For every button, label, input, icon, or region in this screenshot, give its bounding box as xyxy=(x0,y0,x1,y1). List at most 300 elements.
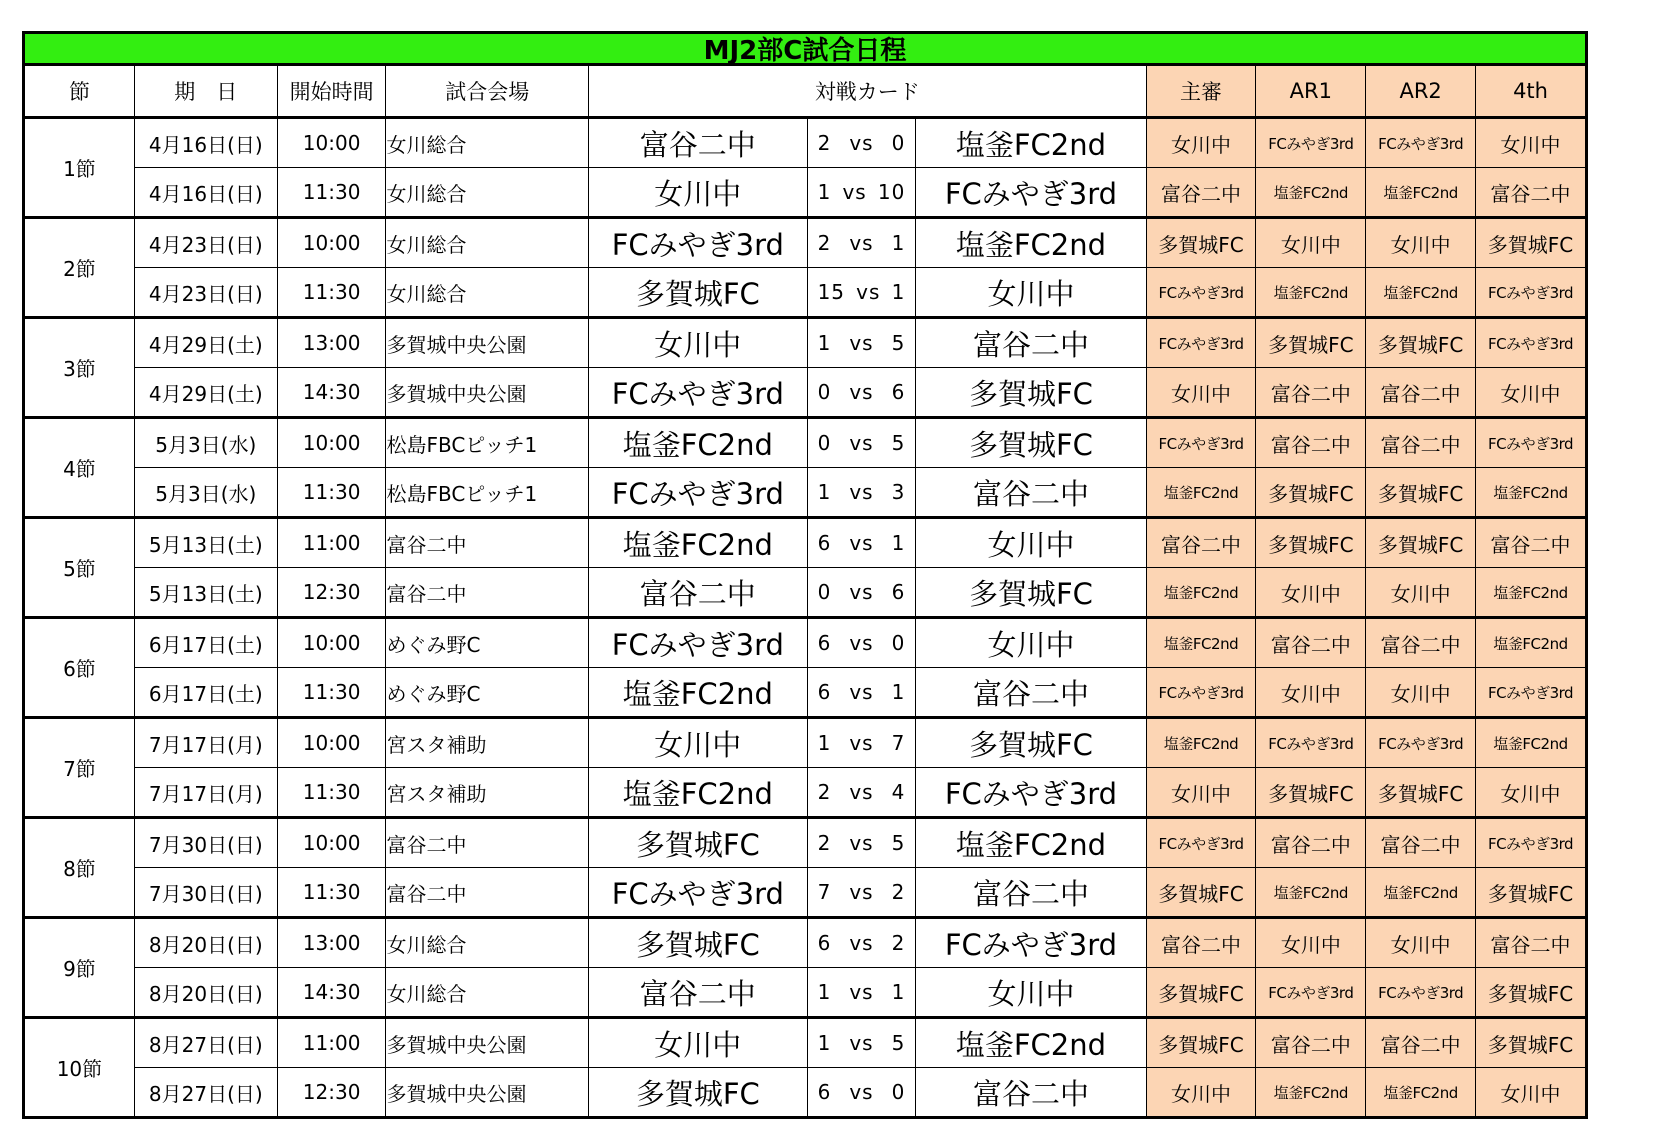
ar1-cell: 多賀城FC xyxy=(1256,468,1366,518)
ar1-cell: 女川中 xyxy=(1256,918,1366,968)
match-row xyxy=(24,1068,1587,1118)
header-venue: 試合会場 xyxy=(386,66,589,118)
away-score: 7 xyxy=(891,731,906,755)
score-line xyxy=(808,580,916,604)
home-team: 塩釜FC2nd xyxy=(589,768,808,818)
fourth-official-cell: 富谷二中 xyxy=(1476,918,1587,968)
header-ar2: AR2 xyxy=(1366,66,1476,118)
ar2-cell: 塩釜FC2nd xyxy=(1366,268,1476,318)
referee-cell: 塩釜FC2nd xyxy=(1146,718,1256,768)
away-score: 1 xyxy=(891,531,906,555)
ar2-cell: 富谷二中 xyxy=(1366,418,1476,468)
match-venue: 松島FBCピッチ1 xyxy=(386,468,589,518)
score-line xyxy=(808,731,916,755)
match-date: 7月17日(月) xyxy=(134,718,277,768)
ar2-cell: 多賀城FC xyxy=(1366,318,1476,368)
match-date: 8月27日(日) xyxy=(134,1018,277,1068)
match-venue: めぐみ野C xyxy=(386,618,589,668)
home-score: 1 xyxy=(817,731,832,755)
score-line xyxy=(808,780,916,804)
home-score: 6 xyxy=(817,931,832,955)
ar2-cell: 女川中 xyxy=(1366,668,1476,718)
ar2-cell: 富谷二中 xyxy=(1366,1018,1476,1068)
match-score xyxy=(807,718,916,768)
ar1-cell: 女川中 xyxy=(1256,668,1366,718)
score-line xyxy=(808,1080,916,1104)
home-team: 多賀城FC xyxy=(589,818,808,868)
match-venue: 多賀城中央公園 xyxy=(386,318,589,368)
score-line xyxy=(808,480,916,504)
match-time: 11:00 xyxy=(277,1018,386,1068)
match-row xyxy=(24,718,1587,768)
vs-label: vs xyxy=(849,331,874,355)
header-section: 節 xyxy=(24,66,135,118)
ar1-cell: 塩釜FC2nd xyxy=(1256,868,1366,918)
vs-label: vs xyxy=(849,1031,874,1055)
match-score xyxy=(807,818,916,868)
match-time: 11:30 xyxy=(277,168,386,218)
header-row xyxy=(24,66,1587,118)
ar1-cell: 塩釜FC2nd xyxy=(1256,268,1366,318)
header-date: 期 日 xyxy=(134,66,277,118)
home-team: 女川中 xyxy=(589,318,808,368)
away-score: 4 xyxy=(891,780,906,804)
match-venue: 多賀城中央公園 xyxy=(386,1068,589,1118)
match-time: 11:30 xyxy=(277,468,386,518)
away-team: 女川中 xyxy=(916,618,1146,668)
vs-label: vs xyxy=(842,180,867,204)
home-score: 0 xyxy=(817,380,832,404)
away-team: 富谷二中 xyxy=(916,868,1146,918)
home-score: 6 xyxy=(817,531,832,555)
ar2-cell: 塩釜FC2nd xyxy=(1366,868,1476,918)
ar2-cell: 富谷二中 xyxy=(1366,618,1476,668)
match-score xyxy=(807,918,916,968)
fourth-official-cell: FCみやぎ3rd xyxy=(1476,268,1587,318)
vs-label: vs xyxy=(849,580,874,604)
vs-label: vs xyxy=(849,431,874,455)
home-score: 0 xyxy=(817,580,832,604)
home-team: 女川中 xyxy=(589,1018,808,1068)
match-row xyxy=(24,168,1587,218)
fourth-official-cell: 塩釜FC2nd xyxy=(1476,568,1587,618)
round-label: 8節 xyxy=(24,818,135,918)
referee-cell: 塩釜FC2nd xyxy=(1146,618,1256,668)
match-venue: 女川総合 xyxy=(386,218,589,268)
schedule-sheet xyxy=(22,31,1588,1119)
match-time: 12:30 xyxy=(277,568,386,618)
away-score: 10 xyxy=(877,180,906,204)
schedule-title: MJ2部C試合日程 xyxy=(22,31,1588,65)
ar2-cell: 富谷二中 xyxy=(1366,368,1476,418)
home-score: 1 xyxy=(817,480,832,504)
away-team: 富谷二中 xyxy=(916,468,1146,518)
away-score: 5 xyxy=(891,331,906,355)
ar1-cell: 富谷二中 xyxy=(1256,1018,1366,1068)
match-time: 12:30 xyxy=(277,1068,386,1118)
match-date: 4月29日(土) xyxy=(134,318,277,368)
home-team: 富谷二中 xyxy=(589,118,808,168)
score-line xyxy=(808,631,916,655)
vs-label: vs xyxy=(849,380,874,404)
match-row xyxy=(24,818,1587,868)
referee-cell: 富谷二中 xyxy=(1146,918,1256,968)
vs-label: vs xyxy=(856,280,881,304)
header-matchup: 対戦カード xyxy=(589,66,1147,118)
home-score: 15 xyxy=(817,280,846,304)
round-label: 9節 xyxy=(24,918,135,1018)
match-score xyxy=(807,1068,916,1118)
away-score: 0 xyxy=(891,131,906,155)
home-score: 0 xyxy=(817,431,832,455)
referee-cell: 女川中 xyxy=(1146,118,1256,168)
away-score: 1 xyxy=(891,980,906,1004)
referee-cell: 富谷二中 xyxy=(1146,518,1256,568)
ar2-cell: FCみやぎ3rd xyxy=(1366,118,1476,168)
home-score: 2 xyxy=(817,831,832,855)
home-score: 6 xyxy=(817,680,832,704)
score-line xyxy=(808,880,916,904)
ar1-cell: 多賀城FC xyxy=(1256,518,1366,568)
referee-cell: 女川中 xyxy=(1146,1068,1256,1118)
ar1-cell: 塩釜FC2nd xyxy=(1256,168,1366,218)
vs-label: vs xyxy=(849,480,874,504)
ar2-cell: FCみやぎ3rd xyxy=(1366,968,1476,1018)
home-team: 多賀城FC xyxy=(589,1068,808,1118)
match-date: 5月13日(土) xyxy=(134,518,277,568)
score-line xyxy=(808,131,916,155)
round-label: 10節 xyxy=(24,1018,135,1118)
vs-label: vs xyxy=(849,680,874,704)
match-venue: 松島FBCピッチ1 xyxy=(386,418,589,468)
away-score: 0 xyxy=(891,1080,906,1104)
match-date: 5月3日(水) xyxy=(134,468,277,518)
match-row xyxy=(24,318,1587,368)
referee-cell: 塩釜FC2nd xyxy=(1146,568,1256,618)
away-team: 富谷二中 xyxy=(916,318,1146,368)
round-label: 5節 xyxy=(24,518,135,618)
ar1-cell: 多賀城FC xyxy=(1256,768,1366,818)
ar1-cell: 女川中 xyxy=(1256,218,1366,268)
match-row xyxy=(24,568,1587,618)
fourth-official-cell: 塩釜FC2nd xyxy=(1476,718,1587,768)
referee-cell: 塩釜FC2nd xyxy=(1146,468,1256,518)
home-team: 多賀城FC xyxy=(589,268,808,318)
match-date: 5月13日(土) xyxy=(134,568,277,618)
away-team: 塩釜FC2nd xyxy=(916,818,1146,868)
away-score: 2 xyxy=(891,931,906,955)
home-team: FCみやぎ3rd xyxy=(589,218,808,268)
match-venue: 多賀城中央公園 xyxy=(386,368,589,418)
ar2-cell: 女川中 xyxy=(1366,918,1476,968)
home-team: FCみやぎ3rd xyxy=(589,868,808,918)
fourth-official-cell: 多賀城FC xyxy=(1476,968,1587,1018)
home-team: 塩釜FC2nd xyxy=(589,518,808,568)
home-score: 2 xyxy=(817,231,832,255)
score-line xyxy=(808,280,916,304)
match-time: 10:00 xyxy=(277,418,386,468)
score-line xyxy=(808,831,916,855)
match-time: 14:30 xyxy=(277,368,386,418)
ar2-cell: 女川中 xyxy=(1366,568,1476,618)
away-score: 5 xyxy=(891,831,906,855)
vs-label: vs xyxy=(849,880,874,904)
referee-cell: 女川中 xyxy=(1146,368,1256,418)
match-score xyxy=(807,668,916,718)
match-venue: 宮スタ補助 xyxy=(386,768,589,818)
fourth-official-cell: 塩釜FC2nd xyxy=(1476,468,1587,518)
schedule-body xyxy=(24,118,1587,1118)
score-line xyxy=(808,331,916,355)
score-line xyxy=(808,980,916,1004)
match-date: 7月30日(日) xyxy=(134,818,277,868)
ar2-cell: 女川中 xyxy=(1366,218,1476,268)
fourth-official-cell: 女川中 xyxy=(1476,368,1587,418)
away-team: 塩釜FC2nd xyxy=(916,218,1146,268)
match-venue: 富谷二中 xyxy=(386,818,589,868)
home-team: 塩釜FC2nd xyxy=(589,418,808,468)
match-score xyxy=(807,1018,916,1068)
away-score: 6 xyxy=(891,380,906,404)
fourth-official-cell: FCみやぎ3rd xyxy=(1476,418,1587,468)
match-score xyxy=(807,468,916,518)
ar1-cell: 富谷二中 xyxy=(1256,818,1366,868)
home-team: FCみやぎ3rd xyxy=(589,368,808,418)
score-line xyxy=(808,231,916,255)
fourth-official-cell: 女川中 xyxy=(1476,118,1587,168)
match-date: 4月23日(日) xyxy=(134,268,277,318)
home-team: 塩釜FC2nd xyxy=(589,668,808,718)
round-label: 7節 xyxy=(24,718,135,818)
schedule-table xyxy=(22,65,1588,1119)
away-team: 富谷二中 xyxy=(916,668,1146,718)
away-score: 5 xyxy=(891,431,906,455)
match-date: 5月3日(水) xyxy=(134,418,277,468)
score-line xyxy=(808,1031,916,1055)
referee-cell: FCみやぎ3rd xyxy=(1146,268,1256,318)
match-row xyxy=(24,668,1587,718)
fourth-official-cell: 多賀城FC xyxy=(1476,1018,1587,1068)
score-line xyxy=(808,380,916,404)
referee-cell: 富谷二中 xyxy=(1146,168,1256,218)
vs-label: vs xyxy=(849,1080,874,1104)
header-referee: 主審 xyxy=(1146,66,1256,118)
away-team: FCみやぎ3rd xyxy=(916,768,1146,818)
match-venue: 富谷二中 xyxy=(386,568,589,618)
match-row xyxy=(24,268,1587,318)
match-row xyxy=(24,118,1587,168)
match-date: 8月20日(日) xyxy=(134,918,277,968)
home-team: 女川中 xyxy=(589,718,808,768)
ar1-cell: FCみやぎ3rd xyxy=(1256,118,1366,168)
match-date: 7月30日(日) xyxy=(134,868,277,918)
match-venue: 女川総合 xyxy=(386,168,589,218)
ar1-cell: 富谷二中 xyxy=(1256,418,1366,468)
away-score: 6 xyxy=(891,580,906,604)
score-line xyxy=(808,180,916,204)
ar2-cell: 富谷二中 xyxy=(1366,818,1476,868)
round-label: 3節 xyxy=(24,318,135,418)
fourth-official-cell: 塩釜FC2nd xyxy=(1476,618,1587,668)
match-time: 11:30 xyxy=(277,868,386,918)
home-score: 2 xyxy=(817,131,832,155)
ar1-cell: 女川中 xyxy=(1256,568,1366,618)
match-time: 11:30 xyxy=(277,668,386,718)
match-row xyxy=(24,218,1587,268)
fourth-official-cell: 女川中 xyxy=(1476,1068,1587,1118)
fourth-official-cell: 富谷二中 xyxy=(1476,168,1587,218)
referee-cell: 多賀城FC xyxy=(1146,868,1256,918)
away-score: 2 xyxy=(891,880,906,904)
vs-label: vs xyxy=(849,131,874,155)
score-line xyxy=(808,431,916,455)
match-time: 13:00 xyxy=(277,918,386,968)
round-label: 4節 xyxy=(24,418,135,518)
away-team: 塩釜FC2nd xyxy=(916,1018,1146,1068)
referee-cell: 多賀城FC xyxy=(1146,1018,1256,1068)
referee-cell: FCみやぎ3rd xyxy=(1146,318,1256,368)
match-date: 4月16日(日) xyxy=(134,168,277,218)
match-time: 10:00 xyxy=(277,118,386,168)
away-score: 3 xyxy=(891,480,906,504)
match-venue: 多賀城中央公園 xyxy=(386,1018,589,1068)
match-time: 13:00 xyxy=(277,318,386,368)
fourth-official-cell: 多賀城FC xyxy=(1476,868,1587,918)
away-team: FCみやぎ3rd xyxy=(916,168,1146,218)
match-time: 11:00 xyxy=(277,518,386,568)
away-team: FCみやぎ3rd xyxy=(916,918,1146,968)
match-score xyxy=(807,618,916,668)
score-line xyxy=(808,931,916,955)
match-row xyxy=(24,1018,1587,1068)
match-venue: 女川総合 xyxy=(386,118,589,168)
away-team: 女川中 xyxy=(916,518,1146,568)
match-venue: 女川総合 xyxy=(386,968,589,1018)
home-score: 6 xyxy=(817,631,832,655)
vs-label: vs xyxy=(849,831,874,855)
vs-label: vs xyxy=(849,231,874,255)
match-venue: 女川総合 xyxy=(386,268,589,318)
match-date: 8月20日(日) xyxy=(134,968,277,1018)
match-time: 10:00 xyxy=(277,618,386,668)
match-row xyxy=(24,468,1587,518)
ar1-cell: FCみやぎ3rd xyxy=(1256,968,1366,1018)
away-score: 1 xyxy=(891,680,906,704)
referee-cell: FCみやぎ3rd xyxy=(1146,668,1256,718)
match-time: 10:00 xyxy=(277,818,386,868)
vs-label: vs xyxy=(849,631,874,655)
match-score xyxy=(807,768,916,818)
home-score: 1 xyxy=(817,1031,832,1055)
match-score xyxy=(807,868,916,918)
ar1-cell: 富谷二中 xyxy=(1256,368,1366,418)
match-time: 14:30 xyxy=(277,968,386,1018)
vs-label: vs xyxy=(849,780,874,804)
away-score: 1 xyxy=(891,280,906,304)
match-score xyxy=(807,318,916,368)
away-team: 多賀城FC xyxy=(916,568,1146,618)
fourth-official-cell: 多賀城FC xyxy=(1476,218,1587,268)
home-team: FCみやぎ3rd xyxy=(589,468,808,518)
match-date: 8月27日(日) xyxy=(134,1068,277,1118)
away-team: 女川中 xyxy=(916,968,1146,1018)
score-line xyxy=(808,531,916,555)
match-venue: 富谷二中 xyxy=(386,518,589,568)
referee-cell: 多賀城FC xyxy=(1146,218,1256,268)
fourth-official-cell: 富谷二中 xyxy=(1476,518,1587,568)
header-fourth: 4th xyxy=(1476,66,1587,118)
match-row xyxy=(24,868,1587,918)
match-venue: 女川総合 xyxy=(386,918,589,968)
match-score xyxy=(807,218,916,268)
match-score xyxy=(807,518,916,568)
match-date: 7月17日(月) xyxy=(134,768,277,818)
fourth-official-cell: 女川中 xyxy=(1476,768,1587,818)
match-venue: 富谷二中 xyxy=(386,868,589,918)
ar1-cell: FCみやぎ3rd xyxy=(1256,718,1366,768)
match-row xyxy=(24,418,1587,468)
match-score xyxy=(807,418,916,468)
home-team: 富谷二中 xyxy=(589,968,808,1018)
ar2-cell: 多賀城FC xyxy=(1366,518,1476,568)
ar1-cell: 多賀城FC xyxy=(1256,318,1366,368)
away-team: 多賀城FC xyxy=(916,718,1146,768)
match-date: 6月17日(土) xyxy=(134,668,277,718)
home-score: 1 xyxy=(817,180,832,204)
home-team: 女川中 xyxy=(589,168,808,218)
home-score: 6 xyxy=(817,1080,832,1104)
away-team: 多賀城FC xyxy=(916,418,1146,468)
round-label: 2節 xyxy=(24,218,135,318)
score-line xyxy=(808,680,916,704)
match-score xyxy=(807,168,916,218)
ar2-cell: 塩釜FC2nd xyxy=(1366,168,1476,218)
match-time: 11:30 xyxy=(277,768,386,818)
away-team: 塩釜FC2nd xyxy=(916,118,1146,168)
referee-cell: FCみやぎ3rd xyxy=(1146,818,1256,868)
match-venue: めぐみ野C xyxy=(386,668,589,718)
match-score xyxy=(807,368,916,418)
ar1-cell: 塩釜FC2nd xyxy=(1256,1068,1366,1118)
match-row xyxy=(24,968,1587,1018)
home-score: 2 xyxy=(817,780,832,804)
home-score: 1 xyxy=(817,331,832,355)
ar1-cell: 富谷二中 xyxy=(1256,618,1366,668)
match-date: 4月29日(土) xyxy=(134,368,277,418)
away-score: 0 xyxy=(891,631,906,655)
ar2-cell: 多賀城FC xyxy=(1366,768,1476,818)
match-row xyxy=(24,918,1587,968)
match-time: 10:00 xyxy=(277,718,386,768)
match-row xyxy=(24,518,1587,568)
away-team: 多賀城FC xyxy=(916,368,1146,418)
vs-label: vs xyxy=(849,980,874,1004)
home-team: FCみやぎ3rd xyxy=(589,618,808,668)
match-time: 10:00 xyxy=(277,218,386,268)
referee-cell: FCみやぎ3rd xyxy=(1146,418,1256,468)
header-ar1: AR1 xyxy=(1256,66,1366,118)
referee-cell: 多賀城FC xyxy=(1146,968,1256,1018)
match-row xyxy=(24,618,1587,668)
match-row xyxy=(24,368,1587,418)
fourth-official-cell: FCみやぎ3rd xyxy=(1476,668,1587,718)
match-score xyxy=(807,118,916,168)
match-date: 4月23日(日) xyxy=(134,218,277,268)
match-venue: 宮スタ補助 xyxy=(386,718,589,768)
match-row xyxy=(24,768,1587,818)
ar2-cell: 多賀城FC xyxy=(1366,468,1476,518)
fourth-official-cell: FCみやぎ3rd xyxy=(1476,818,1587,868)
